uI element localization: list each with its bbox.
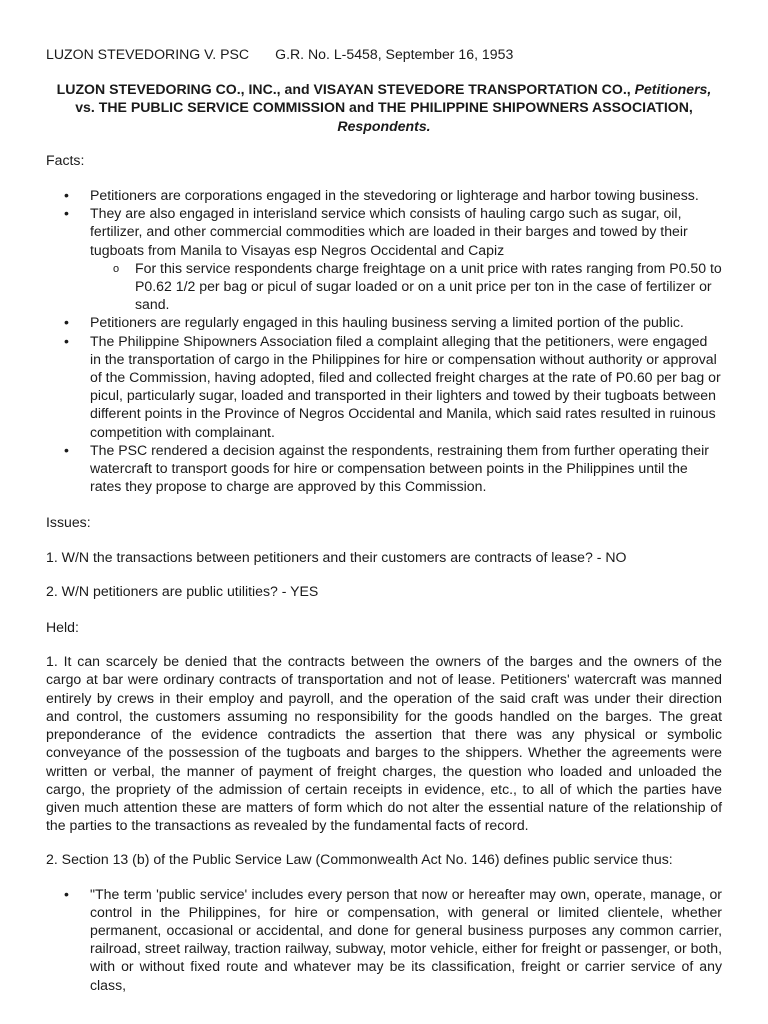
case-caption [46,80,722,135]
facts-subitem: o For this service respondents charge freightage on a unit price with rates ranging from P0.50 to P0.62 1/2 per bag or picul of sugar loaded or on a unit price per ton in the case of fertilizer or sand. [135,259,722,314]
case-short-title: LUZON STEVEDORING V. PSC [46,46,250,62]
facts-list [46,186,722,495]
case-gr-number-date: G.R. No. L-5458, September 16, 1953 [275,46,514,62]
facts-item: • The PSC rendered a decision against the respondents, restraining them from further operating their watercraft to transport goods for hire or compensation between points in the Philippines until the rates they propose to charge are approved by this Commission. [90,441,722,496]
facts-item [90,204,722,313]
caption-petitioners-names: LUZON STEVEDORING CO., INC., and VISAYAN STEVEDORE TRANSPORTATION CO., [56,81,635,98]
held-paragraph-1: 1. It can scarcely be denied that the contracts between the owners of the barges and the owners of the cargo at bar were ordinary contracts of transportation and not of lease. Petitioners' watercraft was manned entirely by crews in their employ and payroll, and the operation of the said craft was under their direction and control, the customers assuming no responsibility for the goods handled on the barges. The great preponderance of the evidence contradicts the assertion that there was any physical or symbolic conveyance of the possession of the tugboats and barges to the shippers. Whether the agreements were written or verbal, the manner of payment of freight charges, the question who loaded and unloaded the cargo, the propriety of the admission of certain receipts in evidence, etc., to all of which the parties have given much attention these are matters of form which do not alter the essential nature of the relationship of the parties to the transactions as revealed by the fundamental facts of record. [46,653,722,834]
facts-item: • Petitioners are regularly engaged in this hauling business serving a limited portion of the public. [90,313,722,331]
facts-heading: Facts: [46,151,85,168]
caption-petitioners-label: Petitioners, [634,81,712,98]
public-service-definition-quote: • "The term 'public service' includes every person that now or hereafter may own, operate, manage, or control in the Philippines, for hire or compensation, with general or limited clientele, whether permanent, occasional or accidental, and done for general business purposes any common carrier, railroad, street railway, traction railway, subway, motor vehicle, either for freight or passenger, or both, with or without fixed route and whatever may be its classification, freight or carrier service of any class, [90,885,722,994]
document-header [46,45,722,63]
issue-item: 1. W/N the transactions between petitioners and their customers are contracts of lease? - NO [46,548,627,565]
facts-item: • The Philippine Shipowners Association filed a complaint alleging that the petitioners, were engaged in the transportation of cargo in the Philippines for hire or compensation without authority or approval of the Commission, having adopted, filed and collected freight charges at the rate of P0.60 per bag or picul, particularly sugar, loaded and transported in their lighters and towed by their tugboats between different points in the Province of Negros Occidental and Manila, which said rates resulted in ruinous competition with complainant. [90,332,722,441]
issues-heading: Issues: [46,514,91,531]
facts-sublist [90,259,722,314]
facts-item: • Petitioners are corporations engaged in the stevedoring or lighterage and harbor towing business. [90,186,722,204]
facts-item-text: They are also engaged in interisland service which consists of hauling cargo such as sugar, oil, fertilizer, and other commercial commodities which are loaded in their barges and towed by their tugboats from Manila to Visayas esp Negros Occidental and Capiz [90,205,688,258]
caption-respondents-names: vs. THE PUBLIC SERVICE COMMISSION and THE PHILIPPINE SHIPOWNERS ASSOCIATION, [75,99,693,116]
public-service-definition-list [46,885,722,994]
issue-item: 2. W/N petitioners are public utilities? - YES [46,582,319,599]
held-heading: Held: [46,619,79,636]
caption-respondents-label: Respondents. [337,117,431,134]
held-paragraph-2: 2. Section 13 (b) of the Public Service Law (Commonwealth Act No. 146) defines public service thus: [46,851,673,868]
